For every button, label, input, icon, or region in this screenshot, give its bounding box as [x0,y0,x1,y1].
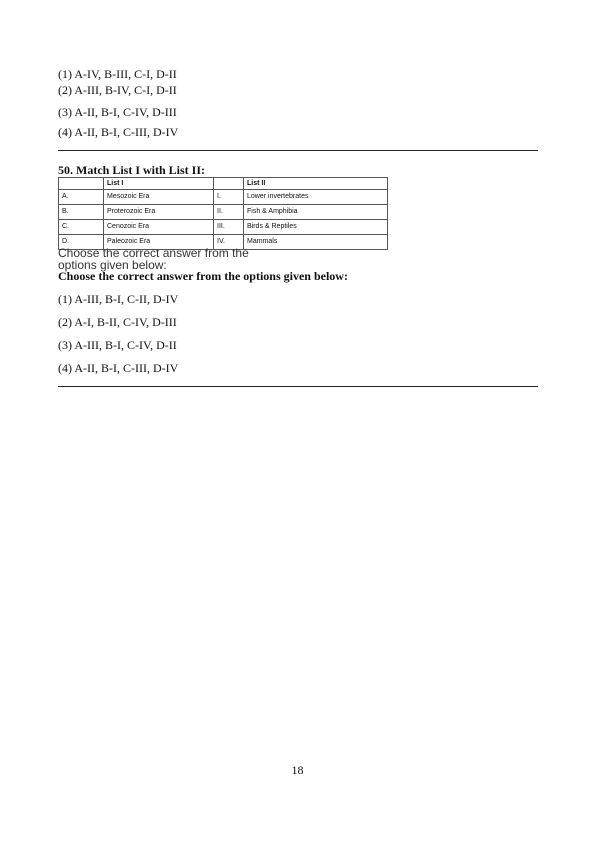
table-cell: III. [214,220,244,235]
table-row [59,205,388,220]
table-cell: C. [59,220,104,235]
clipped-text: Choose the correct answer from the options given below: [58,246,249,272]
table-cell: Cenozoic Era [104,220,214,235]
table-cell: A. [59,190,104,205]
option-1-prev: (1) A-IV, B-III, C-I, D-II [58,67,177,81]
table-cell: Mammals [244,235,388,250]
table-cell: Fish & Amphibia [244,205,388,220]
option-2-prev: (2) A-III, B-IV, C-I, D-II [58,83,177,97]
table-header-cell [214,178,244,190]
table-row [59,220,388,235]
option-2: (2) A-I, B-II, C-IV, D-III [58,315,177,329]
table-cell: IV. [214,235,244,250]
table-cell: B. [59,205,104,220]
table-header-row [59,178,388,190]
table-header-cell: List I [104,178,214,190]
table-cell: Birds & Reptiles [244,220,388,235]
table-header-cell: List II [244,178,388,190]
separator-line-bottom [58,386,538,387]
table-cell: Lower invertebrates [244,190,388,205]
clipped-text-remnant [58,246,278,272]
table-header-cell [59,178,104,190]
page-number: 18 [291,763,304,777]
option-1: (1) A-III, B-I, C-II, D-IV [58,292,179,306]
match-table [58,177,388,250]
separator-line [58,150,538,151]
table-cell: Paleozoic Era [104,235,214,250]
table-row [59,190,388,205]
option-4-prev: (4) A-II, B-I, C-III, D-IV [58,125,179,139]
table-cell: Mesozoic Era [104,190,214,205]
table-cell: II. [214,205,244,220]
option-3-prev: (3) A-II, B-I, C-IV, D-III [58,105,177,119]
option-4: (4) A-II, B-I, C-III, D-IV [58,361,179,375]
table-cell: Proterozoic Era [104,205,214,220]
table-cell: I. [214,190,244,205]
question-title: 50. Match List I with List II: [58,163,206,177]
table-cell: D. [59,235,104,250]
option-3: (3) A-III, B-I, C-IV, D-II [58,338,177,352]
instruction-text: Choose the correct answer from the options given below: [58,269,348,283]
